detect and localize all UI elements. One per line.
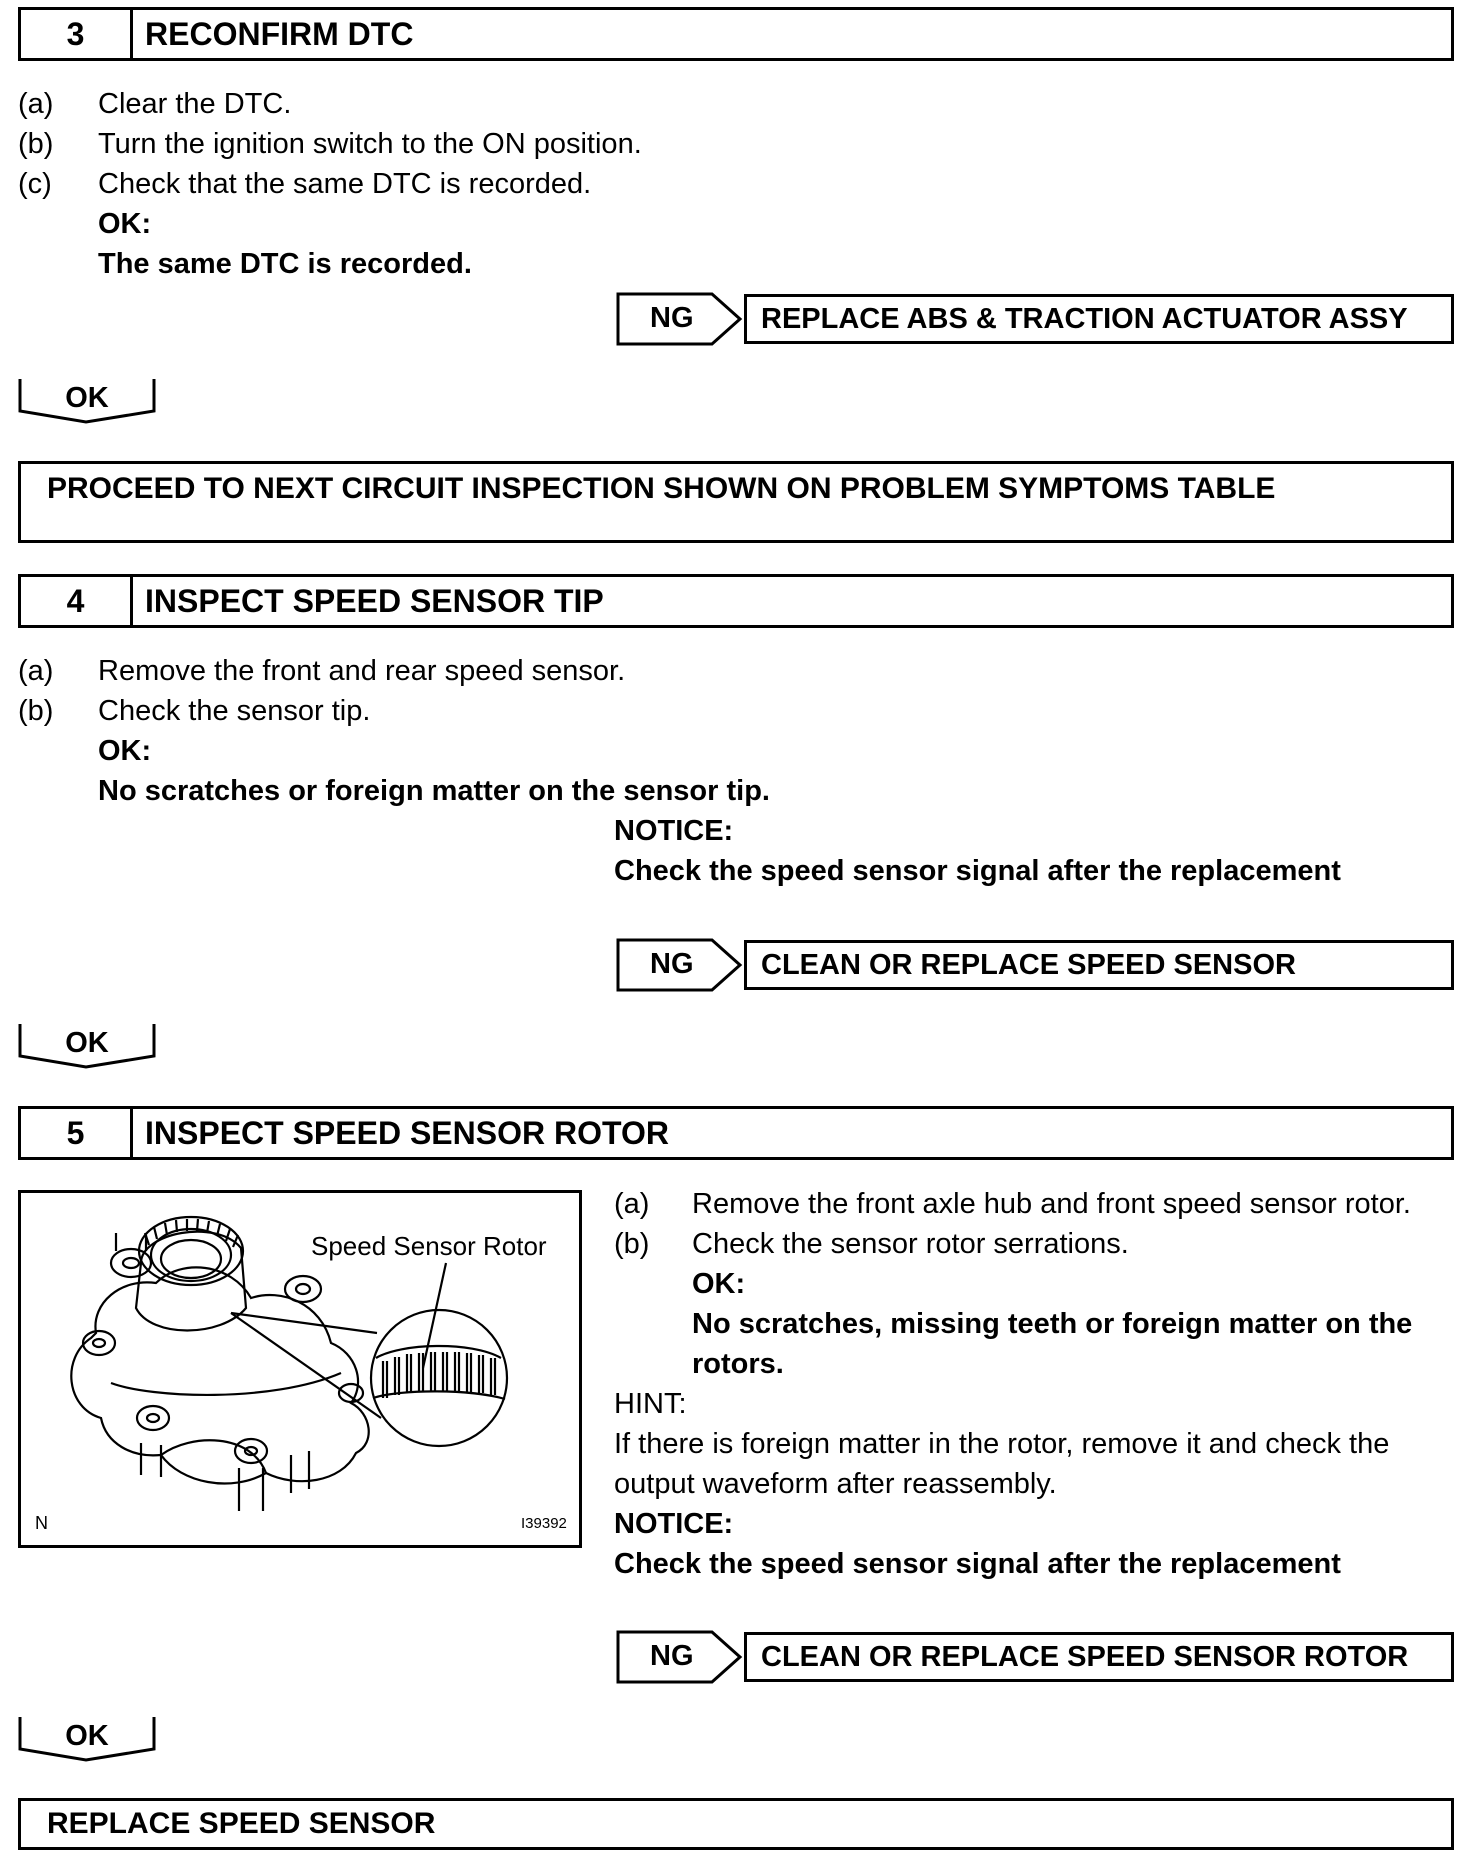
step-3-ok-arrow xyxy=(18,377,156,425)
step-5-item-b-marker: (b) xyxy=(614,1228,650,1260)
step-3-proceed-box: PROCEED TO NEXT CIRCUIT INSPECTION SHOWN ON PROBLEM SYMPTOMS TABLE xyxy=(18,461,1454,543)
step-3-item-b-text: Turn the ignition switch to the ON position. xyxy=(98,128,642,160)
step-5-hint-line2: output waveform after reassembly. xyxy=(614,1468,1057,1500)
step-4-item-b-text: Check the sensor tip. xyxy=(98,695,371,727)
step-5-item-a-text: Remove the front axle hub and front speed sensor rotor. xyxy=(692,1188,1411,1220)
step-5-ng-label: NG xyxy=(650,1640,694,1672)
step-3-ng-label: NG xyxy=(650,302,694,334)
step-4-ok-criterion: No scratches or foreign matter on the sensor tip. xyxy=(98,775,770,807)
speed-sensor-rotor-figure xyxy=(18,1190,582,1548)
step-4-notice-text: Check the speed sensor signal after the replacement xyxy=(614,855,1341,887)
step-4-ng-result: CLEAN OR REPLACE SPEED SENSOR xyxy=(744,940,1454,990)
step-4-number: 4 xyxy=(21,577,133,625)
step-3-ng-result: REPLACE ABS & TRACTION ACTUATOR ASSY xyxy=(744,294,1454,344)
figure-corner-right: I39392 xyxy=(521,1515,567,1532)
figure-corner-left: N xyxy=(35,1513,48,1533)
step-5-ng-result: CLEAN OR REPLACE SPEED SENSOR ROTOR xyxy=(744,1632,1454,1682)
step-5-ok-criterion-line2: rotors. xyxy=(692,1348,784,1380)
step-3-title: RECONFIRM DTC xyxy=(145,15,414,52)
step-3-item-a-text: Clear the DTC. xyxy=(98,88,292,120)
step-4-item-a-text: Remove the front and rear speed sensor. xyxy=(98,655,626,687)
step-4-ok-label: OK: xyxy=(98,735,152,767)
step-5-item-a-marker: (a) xyxy=(614,1188,650,1220)
step-3-item-a-marker: (a) xyxy=(18,88,54,120)
step-5-ok-label: OK: xyxy=(692,1268,746,1300)
step-4-header xyxy=(18,574,1454,628)
step-5-ok-arrow-label: OK xyxy=(65,1720,109,1752)
step-5-notice-text: Check the speed sensor signal after the replacement xyxy=(614,1548,1341,1580)
figure-callout-label: Speed Sensor Rotor xyxy=(311,1231,547,1261)
step-5-header xyxy=(18,1106,1454,1160)
step-3-ok-arrow-label: OK xyxy=(65,382,109,414)
step-3-item-b-marker: (b) xyxy=(18,128,54,160)
step-3-ok-label: OK: xyxy=(98,208,152,240)
step-5-number: 5 xyxy=(21,1109,133,1157)
step-3-header xyxy=(18,7,1454,61)
step-3-ok-criterion: The same DTC is recorded. xyxy=(98,248,472,280)
step-4-item-a-marker: (a) xyxy=(18,655,54,687)
step-5-ok-criterion-line1: No scratches, missing teeth or foreign matter on the xyxy=(692,1308,1413,1340)
step-3-item-c-marker: (c) xyxy=(18,168,52,200)
step-4-ok-arrow-label: OK xyxy=(65,1027,109,1059)
step-5-ok-arrow xyxy=(18,1715,156,1763)
step-4-notice-label: NOTICE: xyxy=(614,815,734,847)
step-5-notice-label: NOTICE: xyxy=(614,1508,734,1540)
step-5-final-box: REPLACE SPEED SENSOR xyxy=(18,1798,1454,1850)
step-3-item-c-text: Check that the same DTC is recorded. xyxy=(98,168,592,200)
step-5-item-b-text: Check the sensor rotor serrations. xyxy=(692,1228,1129,1260)
step-5-hint-line1: If there is foreign matter in the rotor, remove it and check the xyxy=(614,1428,1390,1460)
step-3-number: 3 xyxy=(21,10,133,58)
step-4-title: INSPECT SPEED SENSOR TIP xyxy=(145,582,604,619)
step-4-ok-arrow xyxy=(18,1022,156,1070)
step-4-item-b-marker: (b) xyxy=(18,695,54,727)
step-5-hint-label: HINT: xyxy=(614,1388,687,1420)
step-4-ng-label: NG xyxy=(650,948,694,980)
step-5-title: INSPECT SPEED SENSOR ROTOR xyxy=(145,1114,669,1151)
